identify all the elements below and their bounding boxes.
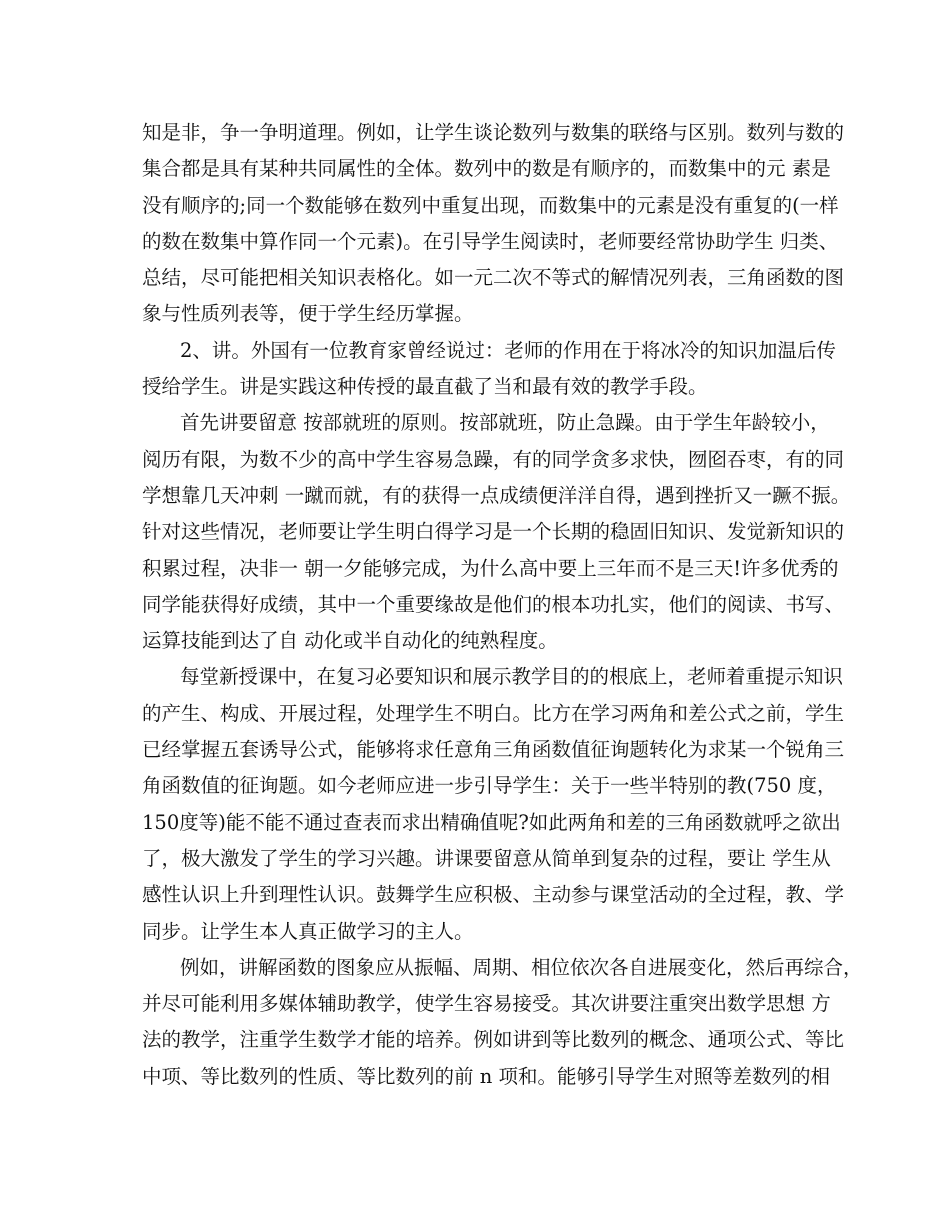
- text-line: 中项、等比数列的性质、等比数列的前 n 项和。能够引导学生对照等差数列的相: [142, 1064, 830, 1088]
- paragraph-first-line: 每堂新授课中，在复习必要知识和展示教学目的的根底上，老师着重提示知识: [180, 665, 844, 689]
- text-line: 象与性质列表等，便于学生经历掌握。: [142, 302, 474, 326]
- text-line: 总结，尽可能把相关知识表格化。如一元二次不等式的解情况列表，三角函数的图: [142, 266, 845, 290]
- text-line: 并尽可能利用多媒体辅助教学，使学生容易接受。其次讲要注重突出数学思想 方: [142, 992, 831, 1016]
- text-line: 授给学生。讲是实践这种传授的最直截了当和最有效的教学手段。: [142, 375, 708, 399]
- text-line: 没有顺序的;同一个数能够在数列中重复出现，而数集中的元素是没有重复的(一样: [142, 193, 839, 217]
- text-line: 的产生、构成、开展过程，处理学生不明白。比方在学习两角和差公式之前，学生: [142, 701, 845, 725]
- text-line: 知是非，争一争明道理。例如，让学生谈论数列与数集的联络与区别。数列与数的: [142, 121, 845, 144]
- text-line: 了，极大激发了学生的学习兴趣。讲课要留意从简单到复杂的过程，要让 学生从: [142, 846, 831, 870]
- text-line: 的数在数集中算作同一个元素)。在引导学生阅读时，老师要经常协助学生 归类、: [142, 229, 839, 253]
- body-text: [142, 115, 863, 1095]
- text-line: 积累过程，决非一 朝一夕能够完成，为什么高中要上三年而不是三天!许多优秀的: [142, 556, 839, 580]
- paragraph-first-line: 例如，讲解函数的图象应从振幅、周期、相位依次各自进展变化，然后再综合，: [180, 955, 863, 979]
- text-line: 运算技能到达了自 动化或半自动化的纯熟程度。: [142, 629, 558, 653]
- text-line: 法的教学，注重学生数学才能的培养。例如讲到等比数列的概念、通项公式、等比: [142, 1028, 845, 1052]
- text-line: 同步。让学生本人真正做学习的主人。: [142, 919, 474, 943]
- text-line: 同学能获得好成绩，其中一个重要缘故是他们的根本功扎实，他们的阅读、书写、: [142, 592, 845, 616]
- text-line: 已经掌握五套诱导公式，能够将求任意角三角函数值征询题转化为求某一个锐角三: [142, 738, 845, 762]
- text-line: 感性认识上升到理性认识。鼓舞学生应积极、主动参与课堂活动的全过程，教、学: [142, 883, 845, 907]
- text-line: 150度等)能不能不通过查表而求出精确值呢?如此两角和差的三角函数就呼之欲出: [142, 810, 841, 834]
- paragraph-first-line: 首先讲要留意 按部就班的原则。按部就班，防止急躁。由于学生年龄较小，: [180, 411, 830, 435]
- text-line: 集合都是具有某种共同属性的全体。数列中的数是有顺序的，而数集中的元 素是: [142, 157, 831, 181]
- text-line: 针对这些情况，老师要让学生明白得学习是一个长期的稳固旧知识、发觉新知识的: [142, 520, 845, 544]
- text-line: 学想靠几天冲刺 一蹴而就，有的获得一点成绩便洋洋自得，遇到挫折又一蹶不振。: [142, 483, 851, 507]
- text-line: 阅历有限，为数不少的高中学生容易急躁，有的同学贪多求快，囫囵吞枣，有的同: [142, 447, 845, 471]
- paragraph-first-line: 2、讲。外国有一位教育家曾经说过：老师的作用在于将冰冷的知识加温后传: [180, 338, 836, 362]
- text-line: 角函数值的征询题。如今老师应进一步引导学生：关于一些半特别的教(750 度，: [142, 774, 837, 798]
